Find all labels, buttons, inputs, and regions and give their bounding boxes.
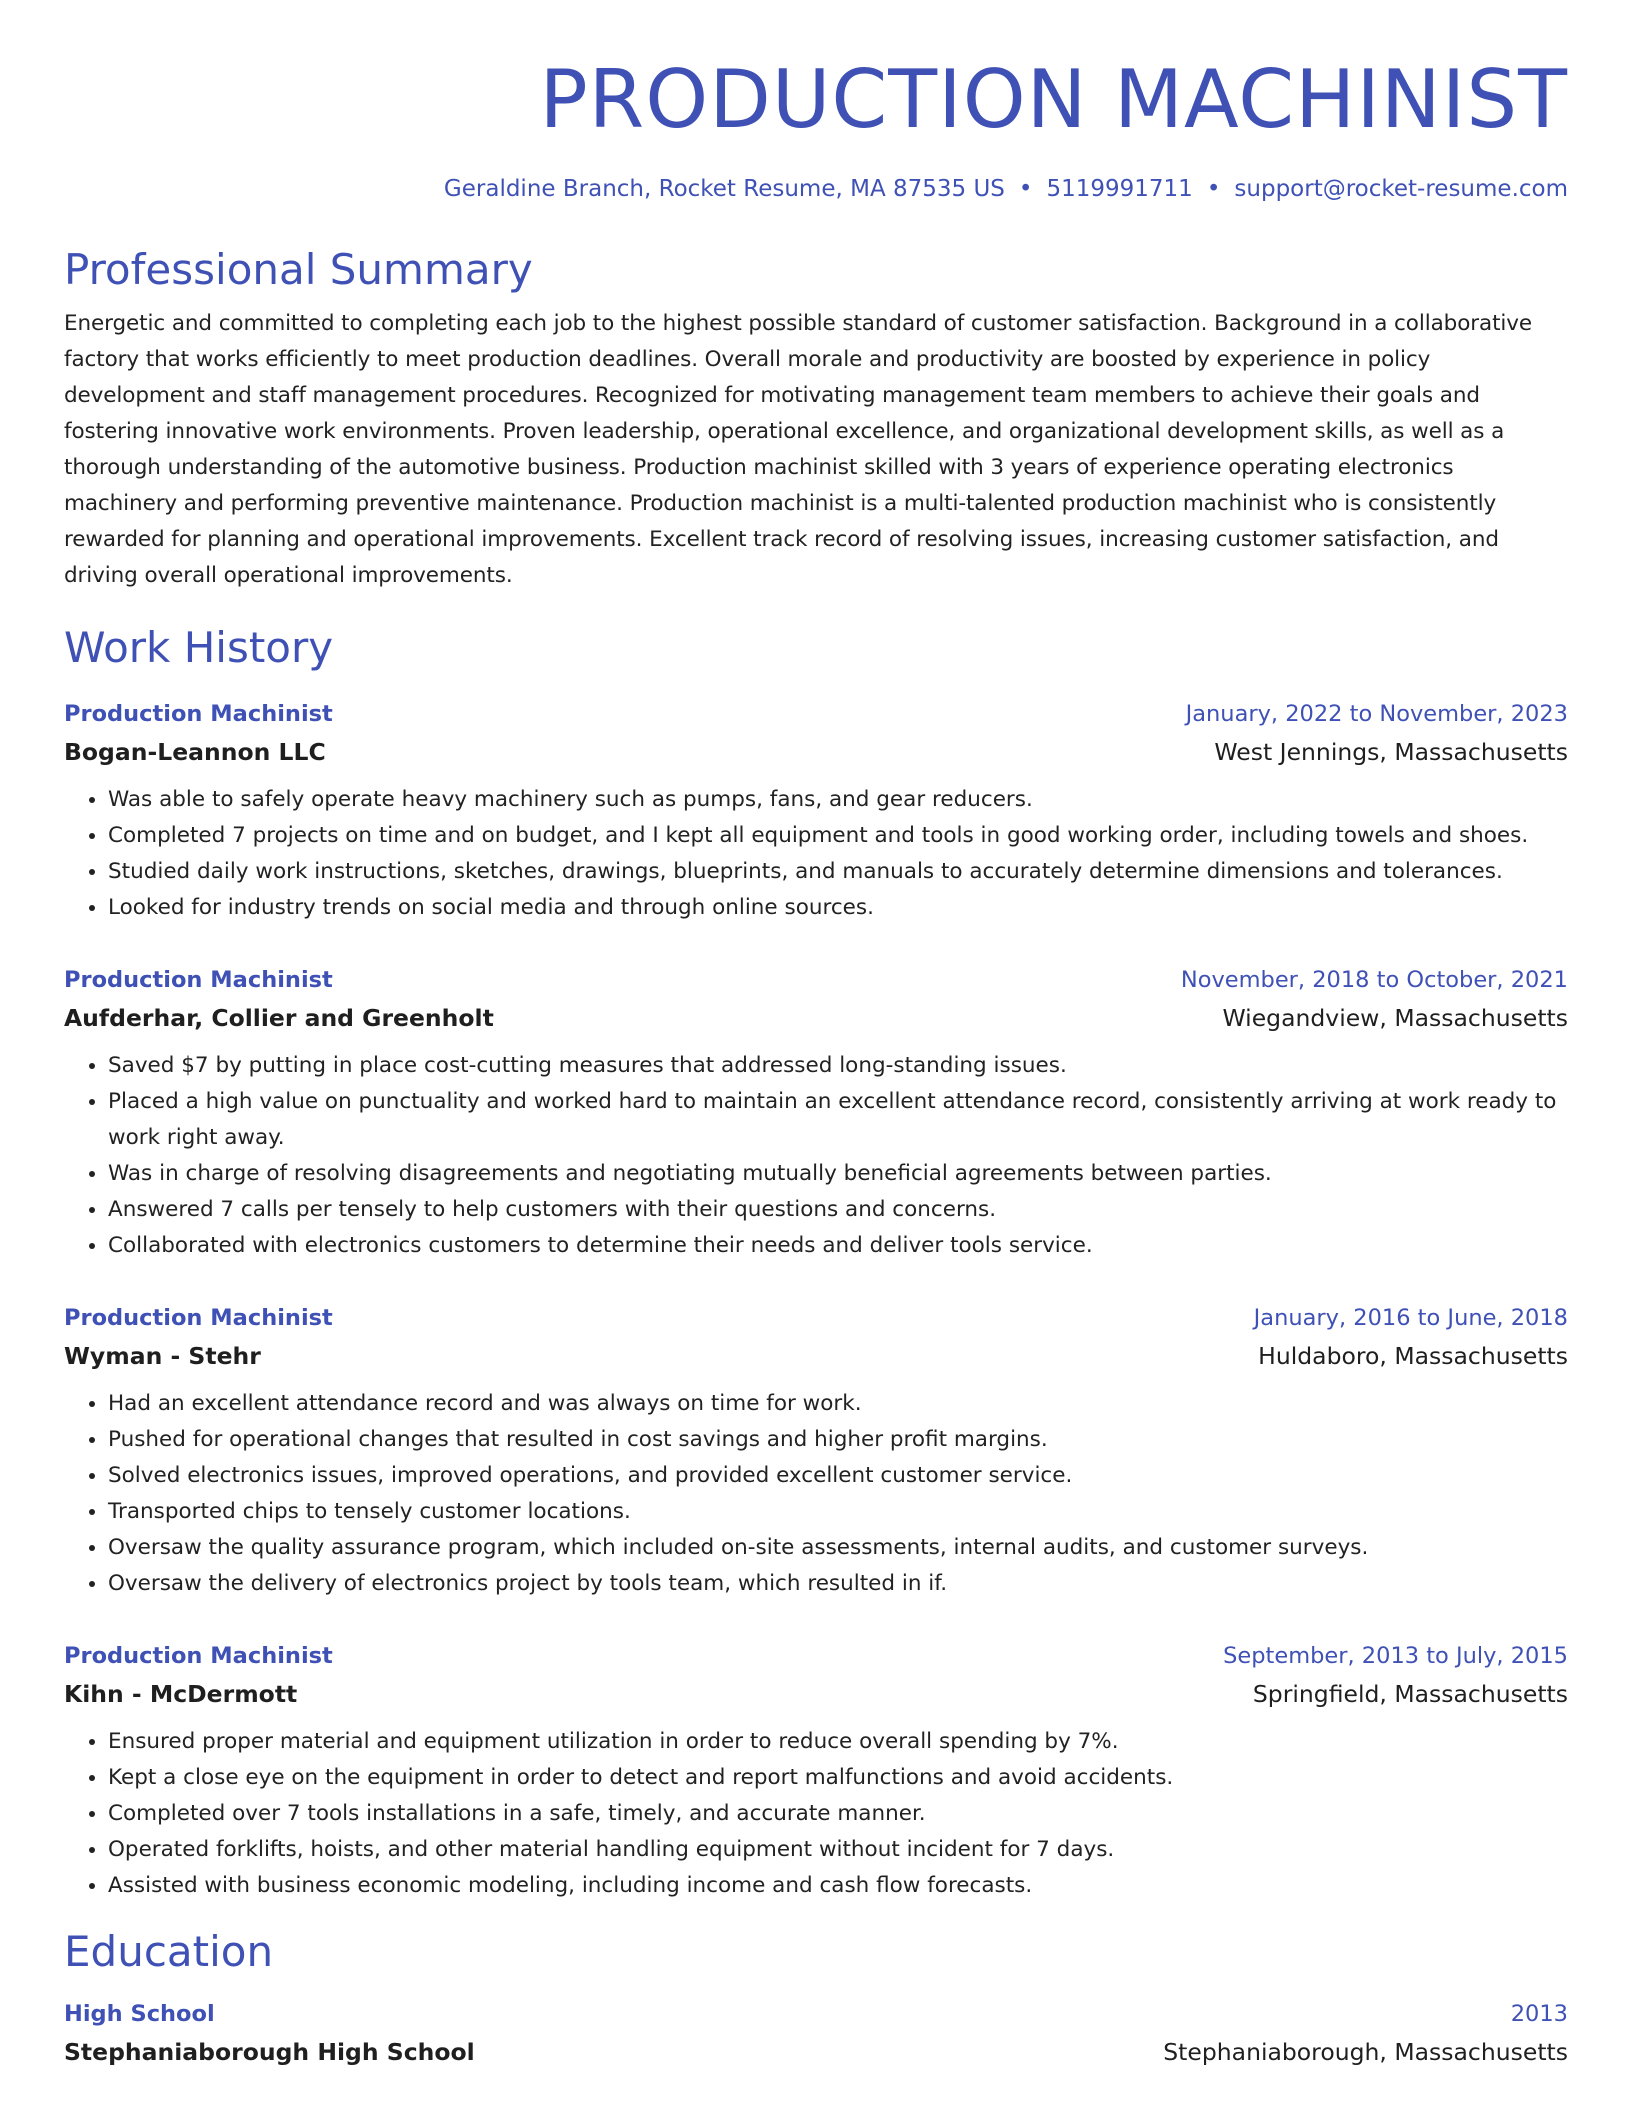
summary-heading: Professional Summary <box>64 245 533 294</box>
job-dates: September, 2013 to July, 2015 <box>1223 1643 1568 1669</box>
job-bullet: • Was able to safely operate heavy machinery such as pumps, fans, and gear reducers. <box>108 782 1568 818</box>
job-bullets <box>64 1386 1568 1602</box>
job-bullets <box>64 1048 1568 1264</box>
job-bullet: • Saved $7 by putting in place cost-cutting measures that addressed long-standing issues. <box>108 1048 1568 1084</box>
job-bullets <box>64 782 1568 926</box>
resume-title: PRODUCTION MACHINIST <box>539 53 1568 146</box>
job-location: Springfield, Massachusetts <box>1252 1680 1568 1708</box>
job-bullet: • Studied daily work instructions, sketches, drawings, blueprints, and manuals to accurately determine dimensions and tolerances. <box>108 854 1568 890</box>
summary-section <box>64 244 1568 594</box>
job-bullet: • Collaborated with electronics customers to determine their needs and deliver tools service. <box>108 1228 1568 1264</box>
job-bullet: • Ensured proper material and equipment utilization in order to reduce overall spending by 7%. <box>108 1724 1568 1760</box>
education-degree: High School <box>64 2001 215 2027</box>
education-entry <box>64 1996 1568 2072</box>
resume-header <box>64 50 1568 204</box>
education-section <box>64 1926 1568 2072</box>
job-bullet: • Looked for industry trends on social media and through online sources. <box>108 890 1568 926</box>
contact-separator: • <box>1018 176 1033 202</box>
job-entry <box>64 1300 1568 1602</box>
work-history-heading: Work History <box>64 623 334 672</box>
job-entry <box>64 962 1568 1264</box>
job-title: Production Machinist <box>64 1305 333 1331</box>
job-bullet: • Kept a close eye on the equipment in order to detect and report malfunctions and avoid accidents. <box>108 1760 1568 1796</box>
education-heading: Education <box>64 1927 274 1976</box>
job-bullet: • Assisted with business economic modeling, including income and cash flow forecasts. <box>108 1868 1568 1904</box>
job-title: Production Machinist <box>64 1643 333 1669</box>
contact-line <box>64 174 1568 204</box>
job-location: Wiegandview, Massachusetts <box>1222 1004 1568 1032</box>
education-school: Stephaniaborough High School <box>64 2038 475 2066</box>
job-bullet: • Oversaw the quality assurance program, which included on-site assessments, internal audits, and customer surveys. <box>108 1530 1568 1566</box>
job-bullet: • Transported chips to tensely customer locations. <box>108 1494 1568 1530</box>
job-bullet: • Completed 7 projects on time and on budget, and I kept all equipment and tools in good working order, including towels and shoes. <box>108 818 1568 854</box>
job-bullet: • Had an excellent attendance record and was always on time for work. <box>108 1386 1568 1422</box>
work-history-section <box>64 622 1568 1904</box>
job-dates: January, 2016 to June, 2018 <box>1253 1305 1568 1331</box>
job-company: Wyman - Stehr <box>64 1342 261 1370</box>
job-company: Kihn - McDermott <box>64 1680 298 1708</box>
job-dates: November, 2018 to October, 2021 <box>1180 967 1568 993</box>
job-bullet: • Completed over 7 tools installations in a safe, timely, and accurate manner. <box>108 1796 1568 1832</box>
job-bullet: • Solved electronics issues, improved operations, and provided excellent customer service. <box>108 1458 1568 1494</box>
job-bullet: • Operated forklifts, hoists, and other material handling equipment without incident for 7 days. <box>108 1832 1568 1868</box>
contact-address: Geraldine Branch, Rocket Resume, MA 87535 US <box>443 176 1005 202</box>
job-company: Aufderhar, Collier and Greenholt <box>64 1004 494 1032</box>
contact-email[interactable]: support@rocket-resume.com <box>1234 176 1568 202</box>
education-location: Stephaniaborough, Massachusetts <box>1163 2038 1568 2066</box>
job-entry <box>64 1638 1568 1904</box>
job-dates: January, 2022 to November, 2023 <box>1185 701 1568 727</box>
job-bullet: • Was in charge of resolving disagreements and negotiating mutually beneficial agreements between parties. <box>108 1156 1568 1192</box>
contact-phone: 5119991711 <box>1046 176 1193 202</box>
job-bullet: • Placed a high value on punctuality and worked hard to maintain an excellent attendance record, consistently arriving at work ready to work right away. <box>108 1084 1568 1156</box>
job-location: West Jennings, Massachusetts <box>1214 738 1568 766</box>
contact-separator: • <box>1206 176 1221 202</box>
job-location: Huldaboro, Massachusetts <box>1258 1342 1568 1370</box>
job-entry <box>64 696 1568 926</box>
job-bullet: • Oversaw the delivery of electronics project by tools team, which resulted in if. <box>108 1566 1568 1602</box>
job-bullets <box>64 1724 1568 1904</box>
job-company: Bogan-Leannon LLC <box>64 738 326 766</box>
education-year: 2013 <box>1510 2001 1568 2027</box>
job-bullet: • Answered 7 calls per tensely to help customers with their questions and concerns. <box>108 1192 1568 1228</box>
job-title: Production Machinist <box>64 967 333 993</box>
summary-text: Energetic and committed to completing each job to the highest possible standard of customer satisfaction. Background in a collaborative factory that works efficiently to meet production deadlines. Overall morale and productivity are boosted by experience in policy development and staff management procedures. Recognized for motivating management team members to achieve their goals and fostering innovative work environments. Proven leadership, operational excellence, and organizational development skills, as well as a thorough understanding of the automotive business. Production machinist skilled with 3 years of experience operating electronics machinery and performing preventive maintenance. Production machinist is a multi-talented production machinist who is consistently rewarded for planning and operational improvements. Excellent track record of resolving issues, increasing customer satisfaction, and driving overall operational improvements. <box>64 311 1533 588</box>
job-title: Production Machinist <box>64 701 333 727</box>
job-bullet: • Pushed for operational changes that resulted in cost savings and higher profit margins. <box>108 1422 1568 1458</box>
